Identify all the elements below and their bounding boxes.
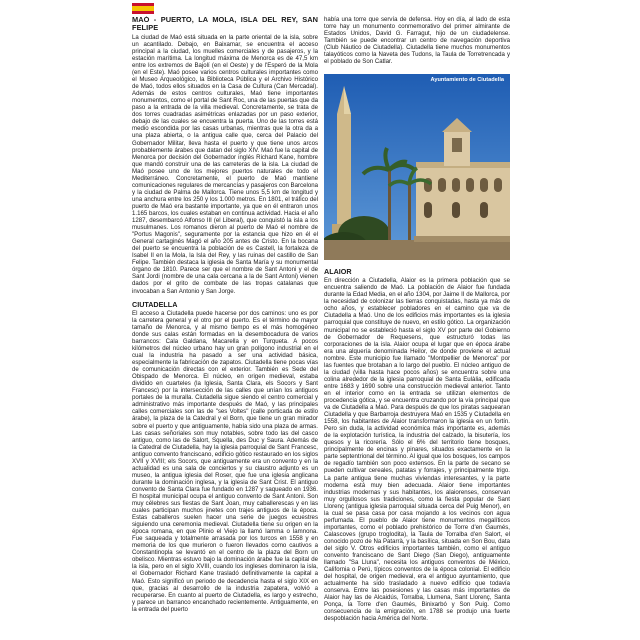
spanish-flag-icon xyxy=(132,3,154,14)
section-heading-alaior: ALAIOR xyxy=(324,268,352,276)
paragraph-ciutadella-continued: había una torre que servía de defensa. Hoy en día, al lado de esta torre hay un monumento conmemorativo del primer almirante de Estados Unidos, David G. Farragut, hijo de un ciudadelense. También se puede encontrar un centro de navegación deportiva (Club Náutico de Ciutadella). Ciutadella tiene muchos monumentos talayóticos como la Naveta des Tudons, la Taula de Torretrencada y el poblado de Son Catlar. xyxy=(324,16,510,66)
section-heading-ciutadella: CIUTADELLA xyxy=(132,299,178,309)
photo-illustration xyxy=(324,74,510,260)
paragraph-alaior: En dirección a Ciutadella, Alaior es la primera población que se encuentra saliendo de Maó. La población de Alaior fue fundada durante la Edad Media, en el año 1304, por Jaime II de Mallorca, por la necesidad de colonizar las tierras conquistadas, hasta ya más de ocho años, y establecer pobladores en el camino que va de Ciutadella a Maó. Uno de los edificios más importantes es la iglesia parroquial que constituye de nuevo, en estilo gótico. La organización municipal no se estableció hasta el siglo XV por parte del Gobierno de Gobernador de Requesens, que estructuró todas las corporaciones de la isla. Alaior ocupa el lugar que en época árabe era una alquería denominada Heilor, de donde proviene el actual nombre. Este municipio fue llamado "Montpellier de Menorca" por las fuentes que brotaban a lo largo del pueblo. El núcleo antiguo de la ciudad (villa hasta hace pocos años) se encuentra sobre una colina alrededor de la iglesia parroquial de Santa Eulàlia, edificada entre 1683 y 1690 sobre una construcción medieval anterior. Tanto en el interior como en la entrada se utilizan elementos de procedencia gótica, y se encuentra cruzando por la vía principal que va de Ciutadella a Maó. Para después de que los piratas saquearan Ciutadella y que Barbarroja destruyera Maó en 1535 y Ciutadella en 1558, los habitantes de Alaior transformaron la iglesia en un fortín. Pero sin duda, la actividad económica más importante es, además de la explotación turística, la industria del calzado, la bisutería, los quesos y la ricorería. Sólo el 6% del territorio tiene bosques, principalmente de encinas y pinares, situados exactamente en la parte septentrional del término. Al igual que los bosques, los campos de regadío también son poco extensos. En la parte de secano se pueden cultivar cereales, patatas y forrajes, y principalmente trigo. La parte antigua tiene muchas viviendas interesantes, y la parte moderna está muy bien adecuada. Alaior tiene importantes industrias modernas y sus habitantes, los alaiorenses, conservan muy orgullosos sus tradiciones, como la fiesta popular de Sant Llorenç (antigua iglesia parroquial situada cerca del Puig Menor), en la cual se pasa casa por casa mojando a los vecinos con agua perfumada. El pueblo de Alaior tiene monumentos megalíticos importantes, como el poblado prehistórico de Torre d'en Gaumés, Calascoves (grupo troglodita), la Taula de Torralba d'en Salort, el conocido pozo de Na Patarrà, y la basílica, situada en Son Bou, data del siglo V. Otros edificios importantes también, como el antiguo convento franciscano de Sant Diego (San Diego), antiguamente llamado "Sa Lluna", necesita los antiguos conventos de México, California o Perú, típicos conventos de la época colonial. El edificio del hospital, de origen medieval, era el antiguo ayuntamiento, que actualmente ha sido trasladado a nuevo edificio que todavía conserva. Entre las posesiones y las casas más importantes de Alaior hay las de Alcaidús, Torralba, Llumena, Sant Llorenç, Santa Ponça, la Torre d'en Gaumés, Binixarbó y Son Puig. Como consecuencia de la emigración, en 1788 se produjo una fuerte despoblación hacia América del Norte. xyxy=(324,277,510,623)
paragraph-mao: La ciudad de Maó está situada en la parte oriental de la isla, sobre un acantilado. Debajo, en Baixamar, se encuentra el acceso principal a la ciudad, los muelles comerciales y de pasajeros, y la estación marítima. La longitud máxima de Menorca es de 47,5 km entre los extremos de Bajolí (en el Oeste) y de l'Esperó de la Mola (en el Este). Maó posee varios centros culturales importantes como el Museo Arqueológico, la Biblioteca Pública y el Archivo Histórico de Maó, todos ellos situados en la Casa de Cultura (Can Mercadal). Además de estos centros culturales, Maó tiene importantes monumentos, como el portal de Sant Roc, una de las puertas que da paso a la entrada de la villa medieval. Concretamente, se trata de dos torres cuadradas asimétricas enlazadas por un paso exterior, debajo de las cuales se encuentra la puerta. Uno de las torres está medio escondida por las casas urbanas, mientras que la otra da a una plaza abierta, o la antigua calle que, cerca del Palacio del Gobernador Militar, lleva hasta el puerto y que tiene unos arcos probablemente árabes que datan del siglo XIV. Maó fue la capital de Menorca por decisión del Gobernador inglés Richard Kane, hombre que mandó construir una de las carreteras de la isla. La ciudad de Maó posee uno de los mejores puertos naturales de todo el Mediterráneo. Concretamente, el puerto de Maó mantiene comunicaciones regulares de mercancías y pasajeros con Barcelona y la ciudad de Palma de Mallorca. Tiene unos 5,5 km de longitud y una anchura entre los 250 y los 1.000 metros. En 1801, el tráfico del puerto de Maó era bastante importante, ya que en él entraron unos 1.165 barcos, los cuales estaban en continua actividad. Hacia el año 1287, desembarcó Alfonso III (el Liberal), que conquistó la isla a los musulmanes. Los romanos dieron al puerto de Maó el nombre de "Portus Magonis", seguramente por la estancia que hizo en él el General cartaginés Magó el año 205 antes de Cristo. En la bocana del puerto se encuentra la población de es Castell, la fortaleza de Isabel II en la Mola, la Isla del Rey, y las ruinas del castillo de San Felipe. También destaca la iglesia de Santa María y su monumental órgano de 1810. Parece ser que el nombre de Sant Antoni y el de Sant Jordi (nombre de una cala cercana a la de Sant Antoni) vienen dados por el grito de combate de las tropas catalanas que invocaban a San Antonio y San Jorge. xyxy=(132,33,318,295)
paragraph-ciutadella: El acceso a Ciutadella puede hacerse por dos caminos: uno es por la carretera general y el otro por el puerto. Es el término de mayor tamaño de Menorca, y al mismo tiempo es el más homogéneo donde sus calas están formadas en la desembocadura de varios barrancos: Cala Galdana, Macarella y en Turqueta. A pocos kilómetros del núcleo urbano hay un gran polígono industrial en el cual la industria ha pasado a ser una actividad básica, especialmente la fabricación de zapatos. Ciutadella tiene pocas vías de comunicación directas con el exterior. También es Sede del Obispado de Menorca. El núcleo, en origen medieval, estaba dividido en cuarteles (la Iglesia, Santa Clara, els Socors y Sant Francesc) por la intersección de las calles que unían los antiguos portales de la muralla. Ciutadella sigue siendo el centro comercial y administrativo más importante después de Maó, y las principales calles comerciales son las de "ses Voltes" (calle porticada de estilo árabe), la plaza de la Catedral y el Born, que tiene un gran mirador sobre el puerto y que antiguamente, había sido una plaza de armas. Las casas señoriales son muy notables, sobre todo las del casco antiguo, como las de Salort, Squella, des Duc y Saura. Además de la Catedral de Ciutadella, hay la iglesia parroquial de Sant Francesc, antiguo convento franciscano, edificio gótico restaurado en los siglos XVII y XVIII; els Socors, que antiguamente era un convento y en la actualidad es una sala de conciertos y su claustro adjunto es un museo, la antigua iglesia del Roser, que fue una iglesia anglicana durante la dominación inglesa, y la iglesia de Sant Crist. El antiguo convento de Santa Clara fue fundado en 1287 y saqueado en 1936. El hospital municipal ocupa el antiguo convento de Sant Antoni. Son muy célebres sus fiestas de Sant Joan, muy caballerescas y en las cuales participan muchos jinetes con trajes antiguos de la época. Estas caballeros suelen hacer una serie de juegos ecuestres siguiendo una ceremonia medieval. Ciutadella tiene su origen en la época romana, en que Plinio el Viejo la llamó Iamma o Iamnona. Fue saqueada y totalmente arrasada por los turcos en 1558 y en memoria de los que murieron o fueron llevados como cautivos a Constantinopla se levantó en el centro de la plaza del Born un obelisco. Mientras estuvo bajo la dominación árabe fue la capital de la isla, pero en el siglo XVIII, cuando los ingleses dominaron la isla, el Gobernador Richard Kane trasladó definitivamente la capital a Maó. Esto significó un periodo de decadencia hasta el siglo XIX en que, gracias al desarrollo de la industria zapatera, volvió a recuperarse. En cuanto al puerto de Ciutadella, es largo y estrecho, y parece un barranco encanchado recientemente. Antiguamente, en la entrada del puerto xyxy=(132,309,318,613)
right-column-bottom xyxy=(324,268,510,636)
photo-caption: Ayuntamiento de Ciutadella xyxy=(430,77,504,83)
city-hall-photo xyxy=(324,74,510,260)
right-column-top xyxy=(324,16,510,72)
left-column xyxy=(132,16,318,636)
section-heading-mao: MAÓ - PUERTO, LA MOLA, ISLA DEL REY, SAN FELIPE xyxy=(132,16,318,33)
